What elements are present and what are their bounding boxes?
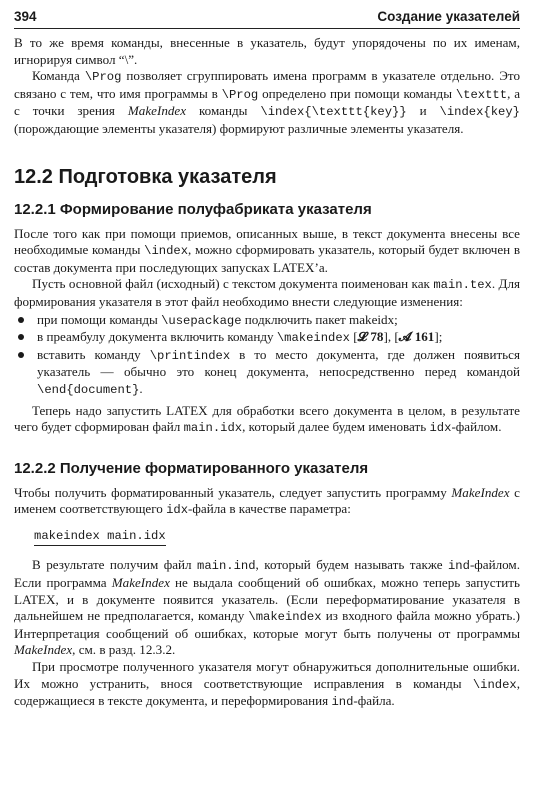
code-example — [14, 519, 520, 558]
running-head-title: Создание указателей — [377, 9, 520, 24]
text-run: В то же время команды, внесенные в указатель, будут упорядочены по их именам, игнорируя символ “\”. — [14, 35, 520, 67]
program-name: MakeIndex — [451, 484, 510, 500]
list-item — [14, 347, 520, 399]
text-run: Пусть основной файл (исходный) с текстом документа поименован как — [32, 276, 434, 292]
text-run: , который далее будем именовать — [242, 419, 430, 435]
text-run: ], [ — [383, 329, 399, 345]
text-run: . Для формирования указателя в этот файл необходимо внести следующие изменения: — [14, 276, 520, 309]
inline-code: \Prog — [84, 70, 122, 85]
text-run: не выдала сообщений об ошибках, можно теперь запустить LATEX, и в документе появится указатель. (Если переформатирование указателя в дальнейшем не предполагается, команду — [14, 575, 520, 624]
inline-code: \index — [472, 677, 517, 692]
text-run: , а с точки зрения — [14, 85, 520, 119]
text-run: при помощи команды — [37, 311, 162, 327]
inline-code: \usepackage — [161, 313, 242, 328]
inline-code: main.tex — [433, 278, 492, 293]
text-run: При просмотре полученного указателя могут обнаружиться дополнительные ошибки. Их можно устранить, внося соответствующие исправления в команды — [14, 659, 520, 691]
reference: 𝓐 161 — [398, 329, 435, 345]
inline-code: \makeindex — [276, 331, 350, 346]
text-run: . — [139, 380, 143, 396]
inline-code: \Prog — [221, 87, 259, 102]
text-run: , содержащиеся в тексте документа, и переформирования — [14, 675, 520, 709]
page-number: 394 — [14, 9, 37, 24]
text-run: После того как при помощи приемов, описанных выше, в текст документа внесены все необходимые команды — [14, 225, 520, 258]
text-run: позволяет сгруппировать имена программ в указателе отдельно. Это связано с тем, что имя программы в — [14, 68, 521, 101]
text-run: с именем соответствующего — [14, 484, 520, 517]
paragraph — [14, 557, 520, 659]
list-item — [14, 329, 520, 347]
text-run: В результате получим файл — [32, 557, 198, 573]
bullet-icon — [18, 334, 24, 340]
bullet-icon — [18, 317, 24, 323]
text-run: вставить команду — [37, 346, 150, 362]
paragraph — [14, 68, 520, 137]
section-heading: 12.2 Подготовка указателя — [14, 165, 277, 188]
text-run: определено при помощи команды — [258, 85, 456, 101]
inline-code: \printindex — [149, 348, 231, 363]
inline-code: ind — [331, 695, 354, 710]
program-name: MakeIndex — [127, 103, 187, 119]
text-run: -файла в качестве параметра: — [188, 501, 351, 517]
reference: 𝓛 78 — [357, 329, 384, 345]
text-run: , см. в разд. 12.3.2. — [72, 642, 176, 658]
inline-code: \index{key} — [439, 105, 520, 120]
bullet-list — [14, 312, 520, 399]
paragraph — [14, 35, 520, 68]
text-run: команды — [186, 103, 261, 119]
inline-code: main.ind — [197, 559, 256, 574]
inline-code: \index{\texttt{key}} — [260, 105, 407, 120]
text-run: Команда — [32, 68, 85, 84]
text-run: Теперь надо запустить LATEX для обработки всего документа в целом, в результате чего будет сформирован файл — [14, 402, 520, 435]
text-run: Чтобы получить форматированный указатель, следует запустить программу — [14, 484, 452, 500]
text-run: -файла. — [353, 693, 395, 709]
text-run: подключить пакет makeidx; — [241, 311, 398, 327]
running-head — [14, 8, 520, 29]
inline-code: \makeindex — [248, 610, 322, 625]
text-run: и — [406, 103, 440, 119]
page-body — [14, 35, 520, 711]
paragraph — [14, 659, 520, 711]
subsection-heading: 12.2.1 Формирование полуфабриката указателя — [14, 200, 372, 218]
text-run: в то место документа, где должен появиться указатель — обычно это конец документа, непосредственно перед командой — [37, 346, 520, 380]
bullet-icon — [18, 352, 24, 358]
program-name: MakeIndex — [14, 642, 73, 658]
inline-code: \texttt — [455, 87, 508, 102]
inline-code: ind — [447, 559, 470, 574]
paragraph — [14, 403, 520, 437]
inline-code: main.idx — [183, 421, 243, 436]
text-run: -файлом. Если программа — [14, 557, 520, 591]
text-run: в преамбулу документа включить команду — [37, 329, 277, 345]
paragraph — [14, 485, 520, 519]
inline-code: idx — [429, 421, 452, 436]
text-run: , можно сформировать указатель, который будет включен в состав документа при последующих запусках LATEX’а. — [14, 242, 521, 275]
text-run: -файлом. — [451, 419, 502, 435]
text-run: [ — [349, 329, 358, 345]
text-run: из входного файла можно убрать.) Интерпретация сообщений об ошибках, которые могут быть получены от программы — [14, 608, 520, 641]
inline-code: \end{document} — [37, 382, 140, 397]
inline-code: \index — [144, 244, 189, 259]
command-line: makeindex main.idx — [34, 528, 166, 547]
text-run: , который будем называть также — [255, 557, 448, 573]
text-run: ]; — [434, 329, 443, 345]
program-name: MakeIndex — [111, 575, 170, 591]
subsection-heading: 12.2.2 Получение форматированного указателя — [14, 459, 369, 477]
list-item — [14, 312, 520, 330]
paragraph — [14, 276, 520, 310]
text-run: (порождающие элементы указателя) формируют различные элементы указателя. — [14, 120, 464, 136]
inline-code: idx — [166, 503, 189, 518]
paragraph — [14, 226, 520, 277]
